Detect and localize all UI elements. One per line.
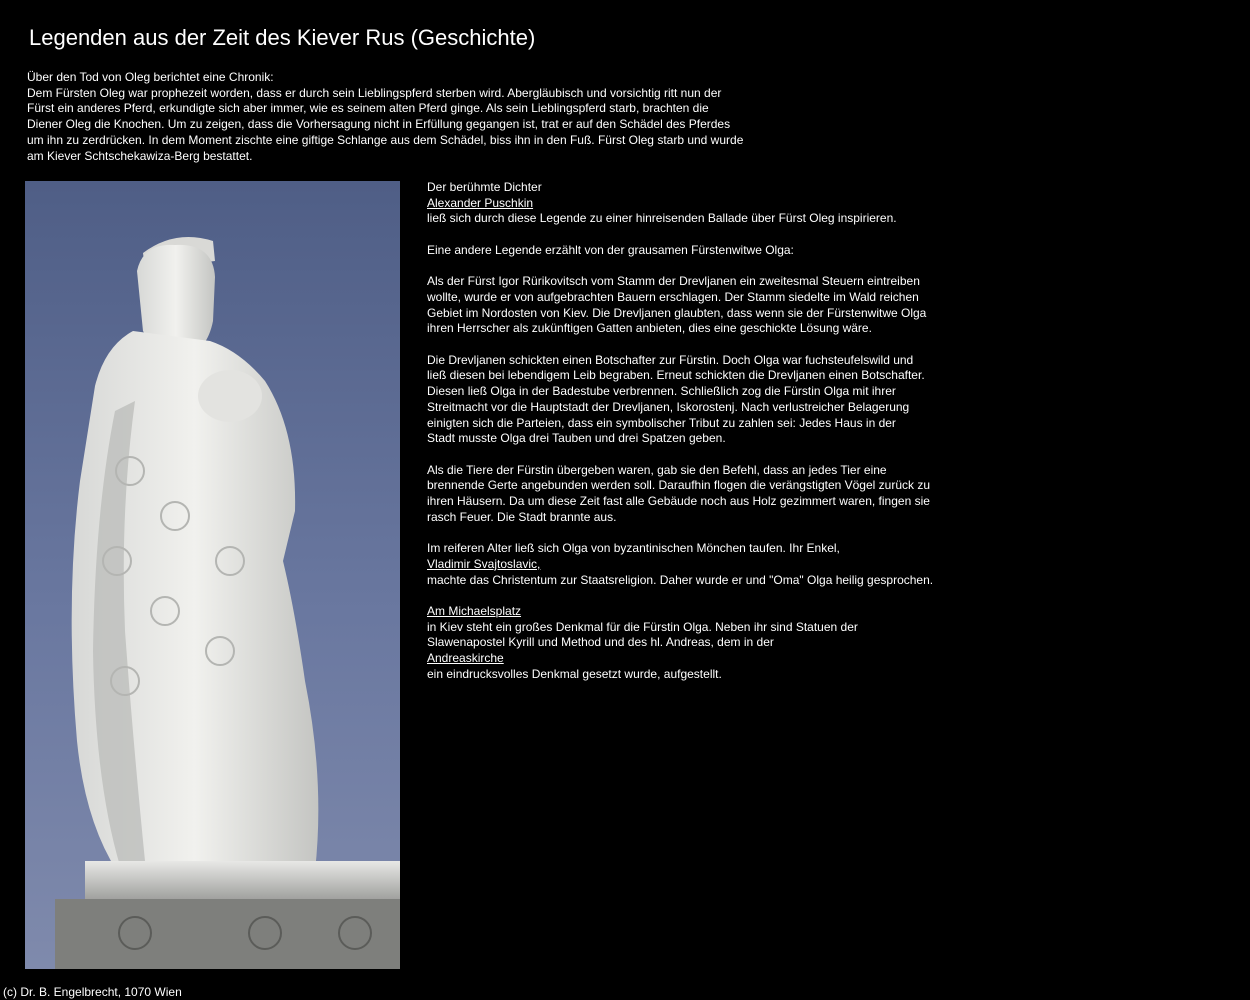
link-am-michaelsplatz[interactable]: Am Michaelsplatz <box>427 603 522 618</box>
text-line: brennende Gerte angebunden werden soll. Daraufhin flogen die verängstigten Vögel zurück zu <box>427 478 931 493</box>
intro-line: am Kiever Schtschekawiza-Berg bestattet. <box>27 148 253 163</box>
link-vladimir-svajtoslavic[interactable]: Vladimir Svajtoslavic, <box>427 556 541 571</box>
page-title: Legenden aus der Zeit des Kiever Rus (Geschichte) <box>29 25 536 50</box>
text-line: Diesen ließ Olga in der Badestube verbrennen. Schließlich zog die Fürstin Olga mit ihrer <box>427 384 896 399</box>
intro-text <box>27 70 767 164</box>
text-line: Als die Tiere der Fürstin übergeben waren, gab sie den Befehl, dass an jedes Tier eine <box>427 462 887 477</box>
link-andreaskirche[interactable]: Andreaskirche <box>427 651 504 665</box>
text-line: machte das Christentum zur Staatsreligion. Daher wurde er und "Oma" Olga heilig gesprochen. <box>427 572 934 587</box>
text-line: ließ sich durch diese Legende zu einer hinreisenden Ballade über Fürst Oleg inspirieren. <box>427 211 897 226</box>
text-line: Stadt musste Olga drei Tauben und drei Spatzen geben. <box>427 431 726 446</box>
statue-illustration <box>25 181 400 969</box>
text-line: in Kiev steht ein großes Denkmal für die Fürstin Olga. Neben ihr sind Statuen der <box>427 619 858 634</box>
text-line: ein eindrucksvolles Denkmal gesetzt wurde, aufgestellt. <box>427 666 722 681</box>
statue-photo <box>25 181 400 969</box>
intro-line: Diener Oleg die Knochen. Um zu zeigen, dass die Vorhersagung nicht in Erfüllung gegangen ist, trat er auf den Schädel des Pferdes <box>27 117 731 132</box>
link-alexander-puschkin[interactable]: Alexander Puschkin <box>427 195 534 210</box>
text-line: Slawenapostel Kyrill und Method und des hl. Andreas, dem in der <box>427 635 774 650</box>
text-line: ihren Herrscher als zukünftigen Gatten anbieten, dies eine geschickte Lösung wäre. <box>427 321 872 336</box>
text-line: Der berühmte Dichter <box>427 180 542 194</box>
text-line: ihren Häusern. Da um diese Zeit fast alle Gebäude noch aus Holz gezimmert waren, fingen sie <box>427 494 930 508</box>
text-line: rasch Feuer. Die Stadt brannte aus. <box>427 509 617 524</box>
text-line: Im reiferen Alter ließ sich Olga von byzantinischen Mönchen taufen. Ihr Enkel, <box>427 541 840 556</box>
statue-pedestal <box>55 899 400 969</box>
text-line: Die Drevljanen schickten einen Botschafter zur Fürstin. Doch Olga war fuchsteufelswild und <box>427 352 914 367</box>
text-line: Als der Fürst Igor Rürikovitsch vom Stamm der Drevljanen ein zweitesmal Steuern eintreiben <box>427 274 920 289</box>
text-line: Gebiet im Nordosten von Kiev. Die Drevljanen glaubten, dass wenn sie der Fürstenwitwe Olga <box>427 305 927 320</box>
text-line: Eine andere Legende erzählt von der grausamen Fürstenwitwe Olga: <box>427 242 794 257</box>
text-line: Streitmacht vor die Hauptstadt der Drevljanen, Iskorostenj. Nach verlustreicher Belagerung <box>427 399 910 414</box>
statue-pedestal-top <box>85 861 400 901</box>
text-line: ließ diesen bei lebendigem Leib begraben. Erneut schickten die Drevljanen einen Botschafter. <box>427 368 925 383</box>
article-text <box>427 180 947 682</box>
text-line: einigten sich die Parteien, dass ein symbolischer Tribut zu zahlen sei: Jedes Haus in der <box>427 415 896 430</box>
intro-line: Über den Tod von Oleg berichtet eine Chronik: <box>27 70 274 84</box>
intro-line: um ihn zu zerdrücken. In dem Moment zischte eine giftige Schlange aus dem Schädel, biss ihn in den Fuß. Fürst Oleg starb und wurde <box>27 132 744 147</box>
text-line: wollte, wurde er von aufgebrachten Bauern erschlagen. Der Stamm siedelte im Wald reichen <box>427 289 919 304</box>
copyright-footer: (c) Dr. B. Engelbrecht, 1070 Wien <box>3 985 182 999</box>
intro-line: Fürst ein anderes Pferd, erkundigte sich aber immer, wie es seinem alten Pferd ginge. Als sein Lieblingspferd starb, brachten die <box>27 101 709 116</box>
statue-hand <box>198 370 262 422</box>
intro-line: Dem Fürsten Oleg war prophezeit worden, dass er durch sein Lieblingspferd sterben wird. Abergläubisch und vorsichtig ritt nun der <box>27 85 722 100</box>
